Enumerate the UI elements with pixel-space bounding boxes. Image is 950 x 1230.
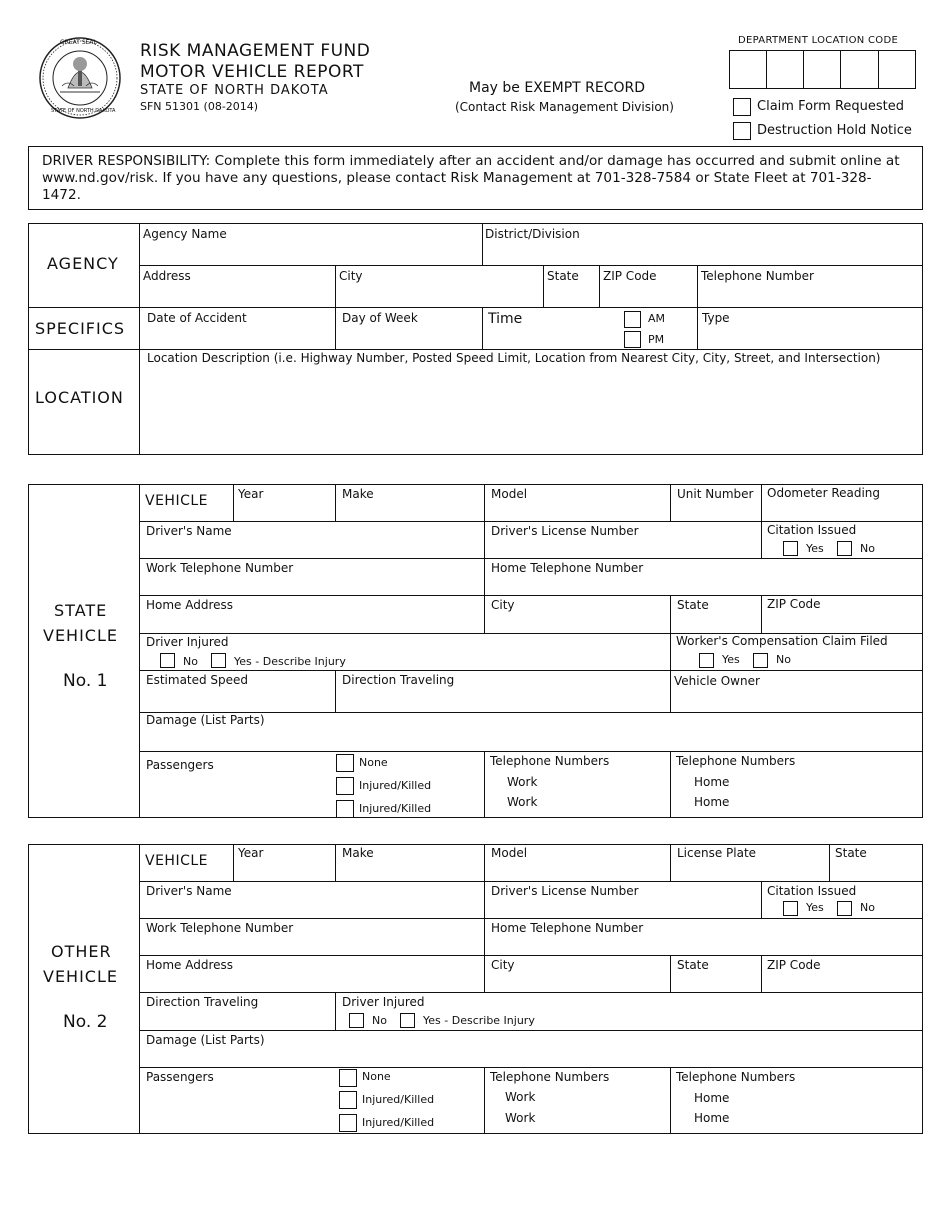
sv-workers-comp-no-label: No: [776, 653, 791, 666]
exempt-notice: May be EXEMPT RECORD: [469, 80, 646, 96]
sv-passengers-injured2-checkbox[interactable]: [336, 800, 354, 818]
ov-passengers-injured2-checkbox[interactable]: [339, 1114, 357, 1132]
sv-passengers-injured2-label: Injured/Killed: [359, 802, 432, 815]
ov-make-field[interactable]: Make: [342, 846, 374, 860]
sv-tel-numbers-home-label: Telephone Numbers: [676, 754, 796, 768]
sv-model-field[interactable]: Model: [491, 487, 528, 501]
location-description-field[interactable]: Location Description (i.e. Highway Number, Posted Speed Limit, Location from Nearest City, City, Street, and Intersection): [147, 351, 881, 365]
section-other-vehicle-line3: No. 2: [63, 1012, 108, 1032]
ov-citation-label: Citation Issued: [767, 884, 857, 898]
sv-home-address-field[interactable]: Home Address: [146, 598, 234, 612]
agency-zip-field[interactable]: ZIP Code: [603, 269, 657, 283]
ov-year-field[interactable]: Year: [238, 846, 264, 860]
sv-passengers-none-label: None: [359, 756, 388, 769]
ov-drivers-name-field[interactable]: Driver's Name: [146, 884, 232, 898]
sv-home-phone-field[interactable]: Home Telephone Number: [491, 561, 644, 575]
ov-model-field[interactable]: Model: [491, 846, 528, 860]
ov-citation-yes-checkbox[interactable]: [783, 901, 798, 916]
district-division-field[interactable]: District/Division: [485, 227, 580, 241]
ov-passengers-injured2-label: Injured/Killed: [362, 1116, 435, 1129]
driver-responsibility-notice: [28, 146, 923, 210]
sv-citation-label: Citation Issued: [767, 523, 857, 537]
ov-driver-injured-label: Driver Injured: [342, 995, 425, 1009]
section-other-vehicle-line1: OTHER: [51, 942, 112, 961]
pm-checkbox[interactable]: [624, 331, 641, 348]
sv-direction-field[interactable]: Direction Traveling: [342, 673, 455, 687]
agency-state-field[interactable]: State: [547, 269, 579, 283]
ov-citation-no-label: No: [860, 901, 875, 914]
section-state-vehicle-line2: VEHICLE: [43, 626, 118, 645]
sv-city-field[interactable]: City: [491, 598, 515, 612]
claim-form-label: Claim Form Requested: [757, 99, 904, 114]
sv-unit-number-field[interactable]: Unit Number: [677, 487, 754, 501]
ov-citation-no-checkbox[interactable]: [837, 901, 852, 916]
agency-name-field[interactable]: Agency Name: [143, 227, 227, 241]
dept-code-label: DEPARTMENT LOCATION CODE: [738, 35, 899, 46]
ov-injured-yes-label: Yes - Describe Injury: [423, 1014, 535, 1027]
sv-workers-comp-yes-label: Yes: [722, 653, 740, 666]
ov-zip-field[interactable]: ZIP Code: [767, 958, 821, 972]
ov-passengers-injured1-label: Injured/Killed: [362, 1093, 435, 1106]
sv-home-phone-2[interactable]: Home: [694, 795, 730, 809]
ov-vehicle-label: VEHICLE: [145, 853, 208, 869]
agency-telephone-field[interactable]: Telephone Number: [701, 269, 814, 283]
sv-state-field[interactable]: State: [677, 598, 709, 612]
sv-drivers-name-field[interactable]: Driver's Name: [146, 524, 232, 538]
accident-type-field[interactable]: Type: [702, 311, 730, 325]
am-label: AM: [648, 312, 666, 325]
sv-citation-yes-label: Yes: [806, 542, 824, 555]
am-checkbox[interactable]: [624, 311, 641, 328]
state-seal: [38, 36, 122, 120]
state-name: STATE OF NORTH DAKOTA: [140, 83, 329, 98]
form-number: SFN 51301 (08-2014): [140, 100, 259, 113]
sv-zip-field[interactable]: ZIP Code: [767, 597, 821, 611]
sv-home-phone-1[interactable]: Home: [694, 775, 730, 789]
sv-injured-no-checkbox[interactable]: [160, 653, 175, 668]
sv-passengers-none-checkbox[interactable]: [336, 754, 354, 772]
form-title-line1: RISK MANAGEMENT FUND: [140, 41, 371, 61]
section-state-vehicle-line3: No. 1: [63, 671, 108, 691]
sv-license-field[interactable]: Driver's License Number: [491, 524, 639, 538]
sv-work-phone-field[interactable]: Work Telephone Number: [146, 561, 294, 575]
ov-injured-yes-checkbox[interactable]: [400, 1013, 415, 1028]
sv-workers-comp-label: Worker's Compensation Claim Filed: [676, 634, 888, 648]
sv-passengers-injured1-label: Injured/Killed: [359, 779, 432, 792]
ov-home-phone-field[interactable]: Home Telephone Number: [491, 921, 644, 935]
destruction-hold-label: Destruction Hold Notice: [757, 123, 912, 138]
seal-top-text: GREAT SEAL: [60, 39, 97, 46]
ov-home-phone-2[interactable]: Home: [694, 1111, 730, 1125]
ov-license-plate-field[interactable]: License Plate: [677, 846, 757, 860]
section-agency: AGENCY: [47, 254, 119, 273]
sv-vehicle-label: VEHICLE: [145, 493, 208, 509]
agency-address-field[interactable]: Address: [143, 269, 191, 283]
ov-home-phone-1[interactable]: Home: [694, 1091, 730, 1105]
sv-odometer-field[interactable]: Odometer Reading: [767, 486, 881, 500]
sv-citation-no-label: No: [860, 542, 875, 555]
sv-estimated-speed-field[interactable]: Estimated Speed: [146, 673, 249, 687]
ov-work-phone-1[interactable]: Work: [505, 1090, 536, 1104]
ov-tel-numbers-work-label: Telephone Numbers: [490, 1070, 610, 1084]
ov-city-field[interactable]: City: [491, 958, 515, 972]
ov-passengers-none-label: None: [362, 1070, 391, 1083]
sv-work-phone-2[interactable]: Work: [507, 795, 538, 809]
section-other-vehicle-line2: VEHICLE: [43, 967, 118, 986]
ov-injured-no-checkbox[interactable]: [349, 1013, 364, 1028]
sv-work-phone-1[interactable]: Work: [507, 775, 538, 789]
ov-license-field[interactable]: Driver's License Number: [491, 884, 639, 898]
sv-passengers-label: Passengers: [146, 758, 214, 772]
sv-vehicle-owner-field[interactable]: Vehicle Owner: [674, 674, 760, 688]
ov-state-field[interactable]: State: [677, 958, 709, 972]
sv-workers-comp-no-checkbox[interactable]: [753, 653, 768, 668]
agency-city-field[interactable]: City: [339, 269, 363, 283]
ov-damage-field[interactable]: Damage (List Parts): [146, 1033, 265, 1047]
sv-workers-comp-yes-checkbox[interactable]: [699, 653, 714, 668]
ov-citation-yes-label: Yes: [806, 901, 824, 914]
ov-home-address-field[interactable]: Home Address: [146, 958, 234, 972]
dept-code-boxes[interactable]: [729, 50, 916, 89]
ov-passengers-none-checkbox[interactable]: [339, 1069, 357, 1087]
sv-year-field[interactable]: Year: [238, 487, 264, 501]
section-specifics: SPECIFICS: [35, 319, 126, 338]
sv-make-field[interactable]: Make: [342, 487, 374, 501]
time-field[interactable]: Time: [488, 311, 523, 327]
sv-citation-no-checkbox[interactable]: [837, 541, 852, 556]
ov-work-phone-2[interactable]: Work: [505, 1111, 536, 1125]
seal-bottom-text: STATE OF NORTH DAKOTA: [51, 108, 116, 114]
ov-work-phone-field[interactable]: Work Telephone Number: [146, 921, 294, 935]
sv-injured-yes-label: Yes - Describe Injury: [234, 655, 346, 668]
ov-passengers-injured1-checkbox[interactable]: [339, 1091, 357, 1109]
pm-label: PM: [648, 333, 665, 346]
sv-injured-yes-checkbox[interactable]: [211, 653, 226, 668]
ov-direction-field[interactable]: Direction Traveling: [146, 995, 259, 1009]
ov-tel-numbers-home-label: Telephone Numbers: [676, 1070, 796, 1084]
section-location: LOCATION: [35, 388, 124, 407]
ov-plate-state-field[interactable]: State: [835, 846, 867, 860]
notice-text: DRIVER RESPONSIBILITY: Complete this form immediately after an accident and/or damage has occurred and submit online at www.nd.gov/risk. If you have any questions, please contact Risk Management at 701-328-7584 or State Fleet at 701-328-1472.: [42, 153, 900, 203]
ov-passengers-label: Passengers: [146, 1070, 214, 1084]
sv-citation-yes-checkbox[interactable]: [783, 541, 798, 556]
day-of-week-field[interactable]: Day of Week: [342, 311, 418, 325]
section-state-vehicle-line1: STATE: [54, 601, 108, 620]
sv-driver-injured-label: Driver Injured: [146, 635, 229, 649]
form-title-line2: MOTOR VEHICLE REPORT: [140, 62, 364, 82]
sv-passengers-injured1-checkbox[interactable]: [336, 777, 354, 795]
claim-form-checkbox[interactable]: [733, 98, 751, 116]
exempt-subtext: (Contact Risk Management Division): [455, 100, 674, 114]
destruction-hold-checkbox[interactable]: [733, 122, 751, 140]
sv-damage-field[interactable]: Damage (List Parts): [146, 713, 265, 727]
date-of-accident-field[interactable]: Date of Accident: [147, 311, 247, 325]
agency-section: [28, 223, 923, 455]
sv-injured-no-label: No: [183, 655, 198, 668]
ov-injured-no-label: No: [372, 1014, 387, 1027]
sv-tel-numbers-work-label: Telephone Numbers: [490, 754, 610, 768]
